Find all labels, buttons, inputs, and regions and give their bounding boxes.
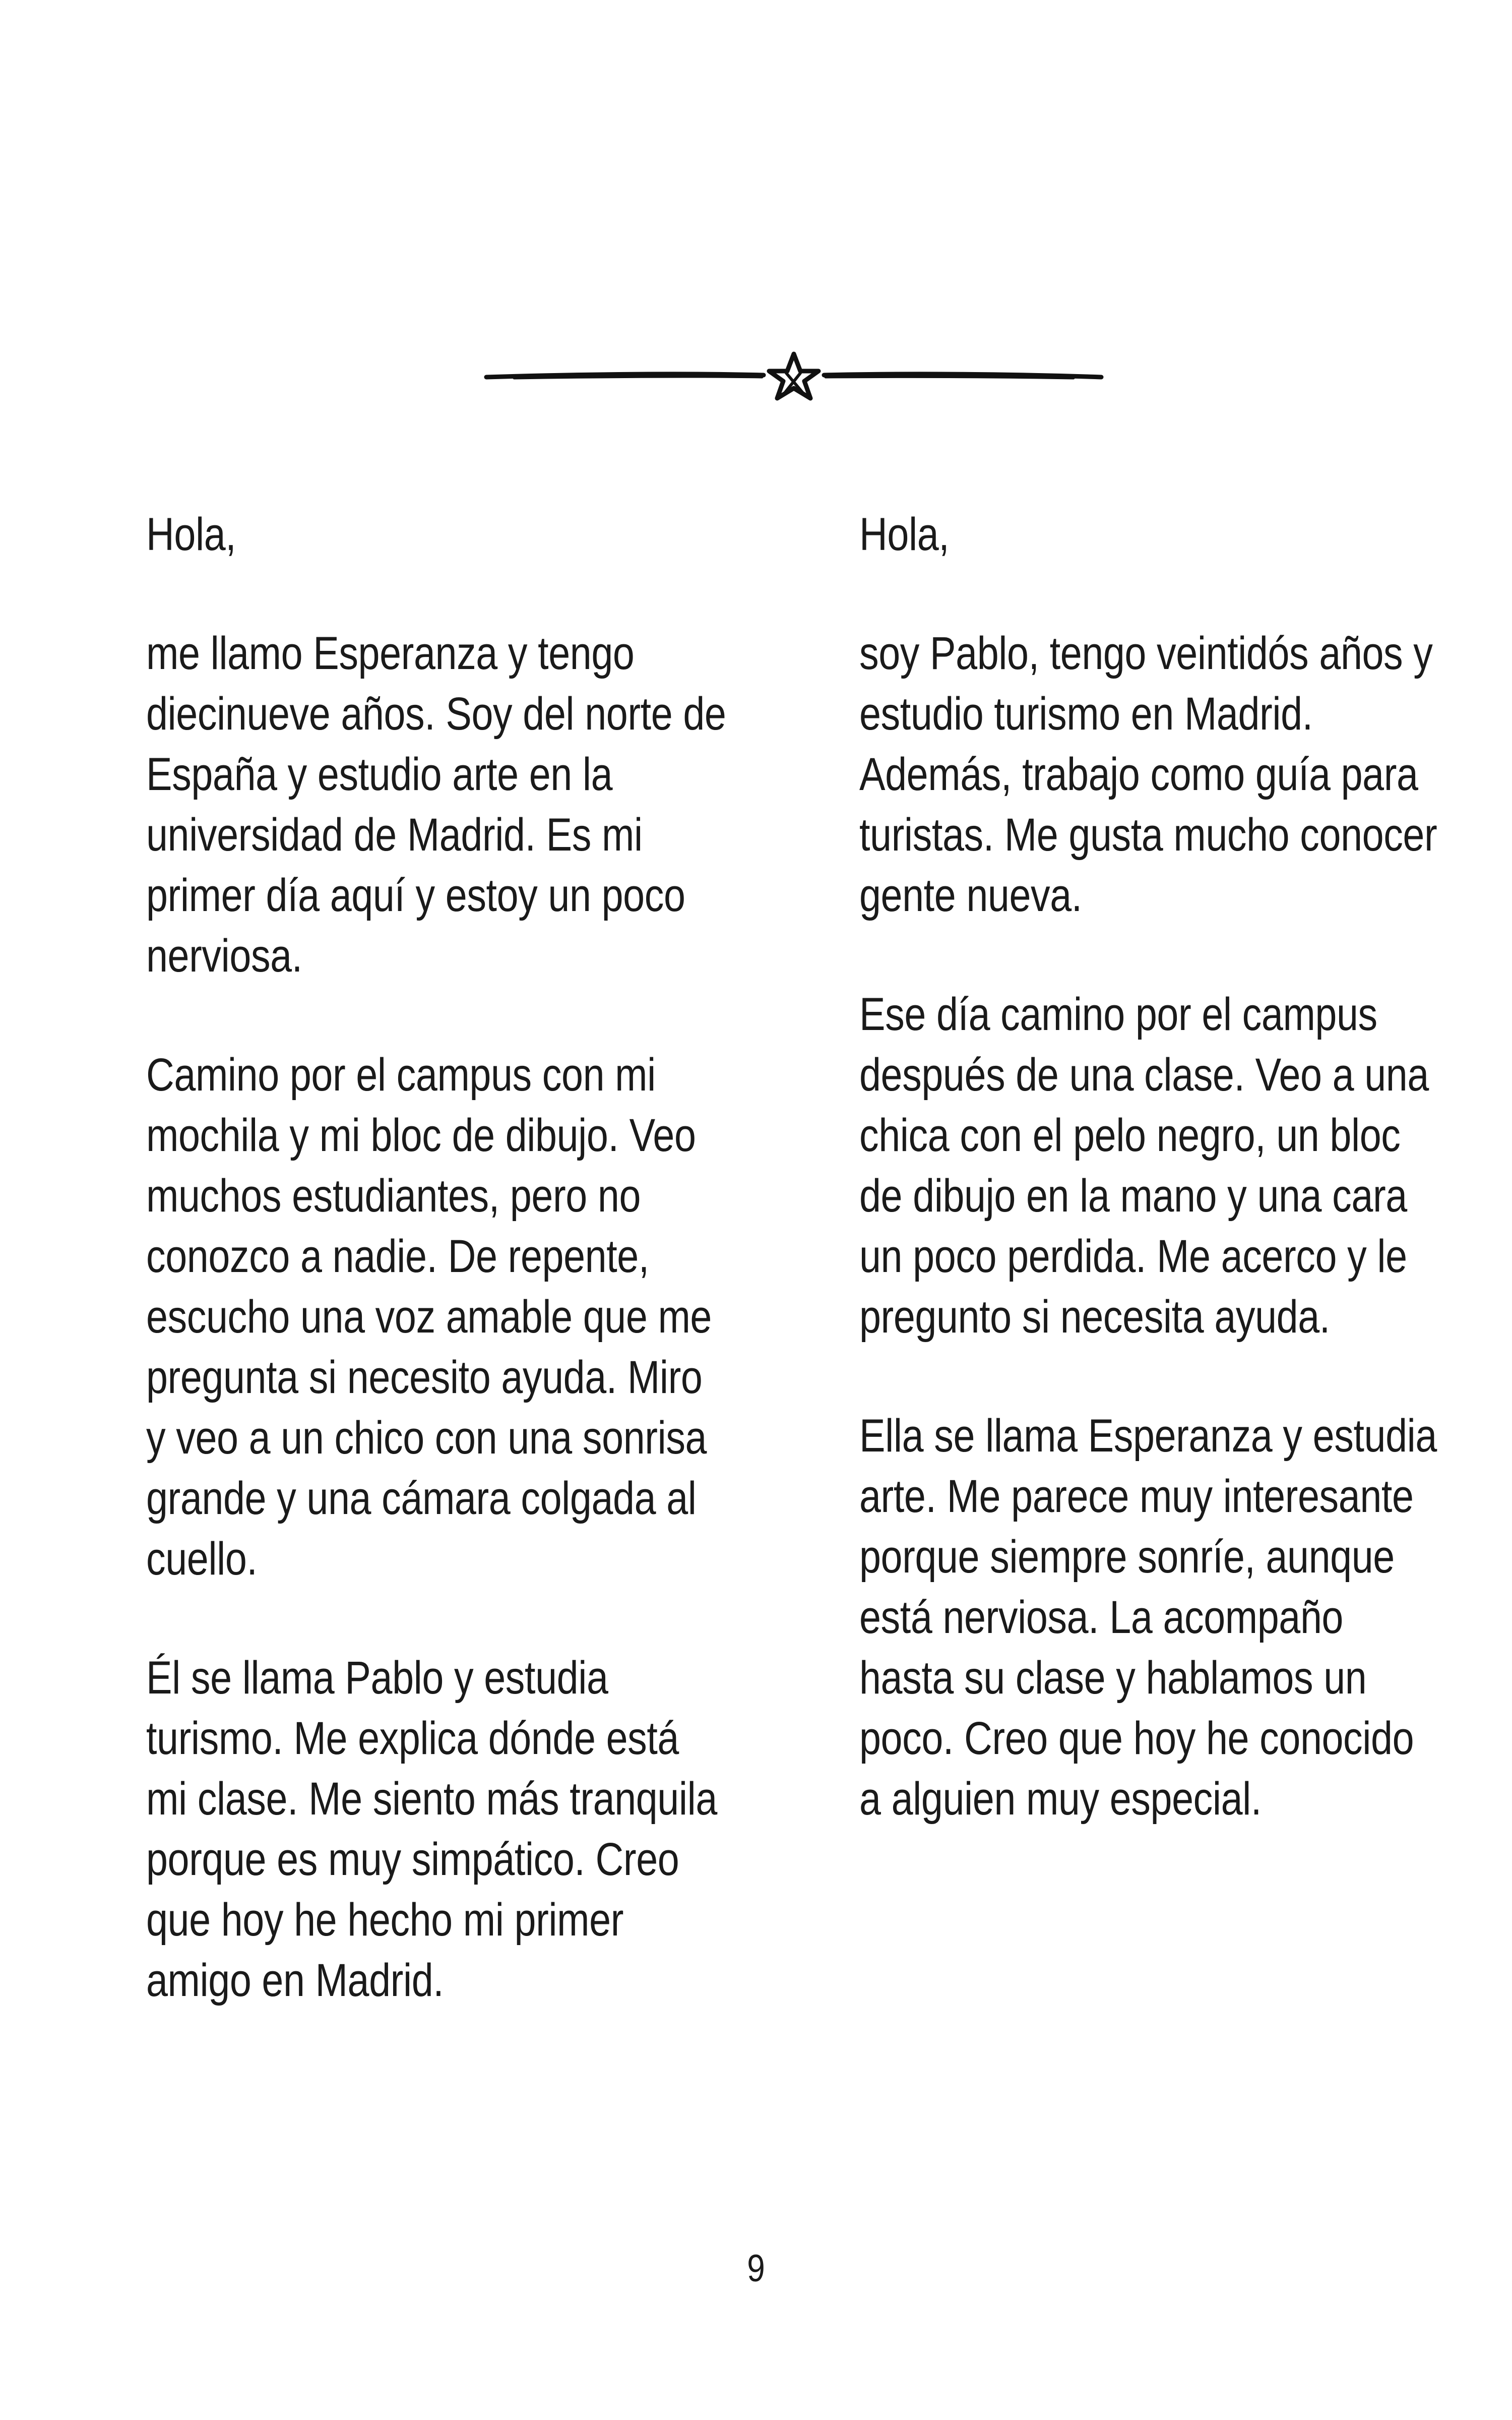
paragraph: Camino por el campus con mi mochila y mi bloc de dibujo. Veo muchos estudiantes, pero no conozco a nadie. De repente, escucho una voz amable que me pregunta si necesito ayuda. Miro y veo a un chico con una sonrisa grande y una cámara colgada al cuello.: [146, 1049, 712, 1585]
paragraph: Ella se llama Esperanza y estudia arte. Me parece muy interesante porque siempre sonríe, aunque está nerviosa. La acompaño hasta su clase y hablamos un poco. Creo que hoy he conocido a alguien muy especial.: [859, 1410, 1437, 1825]
greeting: Hola,: [859, 509, 950, 560]
pablo-column: [859, 504, 1439, 1888]
page-number: 9: [747, 2247, 765, 2290]
paragraph: me llamo Esperanza y tengo diecinueve años. Soy del norte de España y estudio arte en la universidad de Madrid. Es mi primer día aquí y estoy un poco nerviosa.: [146, 628, 726, 982]
paragraph: Él se llama Pablo y estudia turismo. Me explica dónde está mi clase. Me siento más tranquila porque es muy simpático. Creo que hoy he hecho mi primer amigo en Madrid.: [146, 1652, 717, 2006]
paragraph: soy Pablo, tengo veintidós años y estudio turismo en Madrid. Además, trabajo como guía para turistas. Me gusta mucho conocer gente nueva.: [859, 628, 1437, 921]
star-divider-ornament: [484, 348, 1104, 403]
paragraph: Ese día camino por el campus después de una clase. Veo a una chica con el pelo negro, un bloc de dibujo en la mano y una cara un poco perdida. Me acerco y le pregunto si necesita ayuda.: [859, 989, 1429, 1343]
esperanza-column: [146, 504, 726, 2069]
star-icon: [769, 354, 818, 398]
greeting: Hola,: [146, 509, 236, 560]
